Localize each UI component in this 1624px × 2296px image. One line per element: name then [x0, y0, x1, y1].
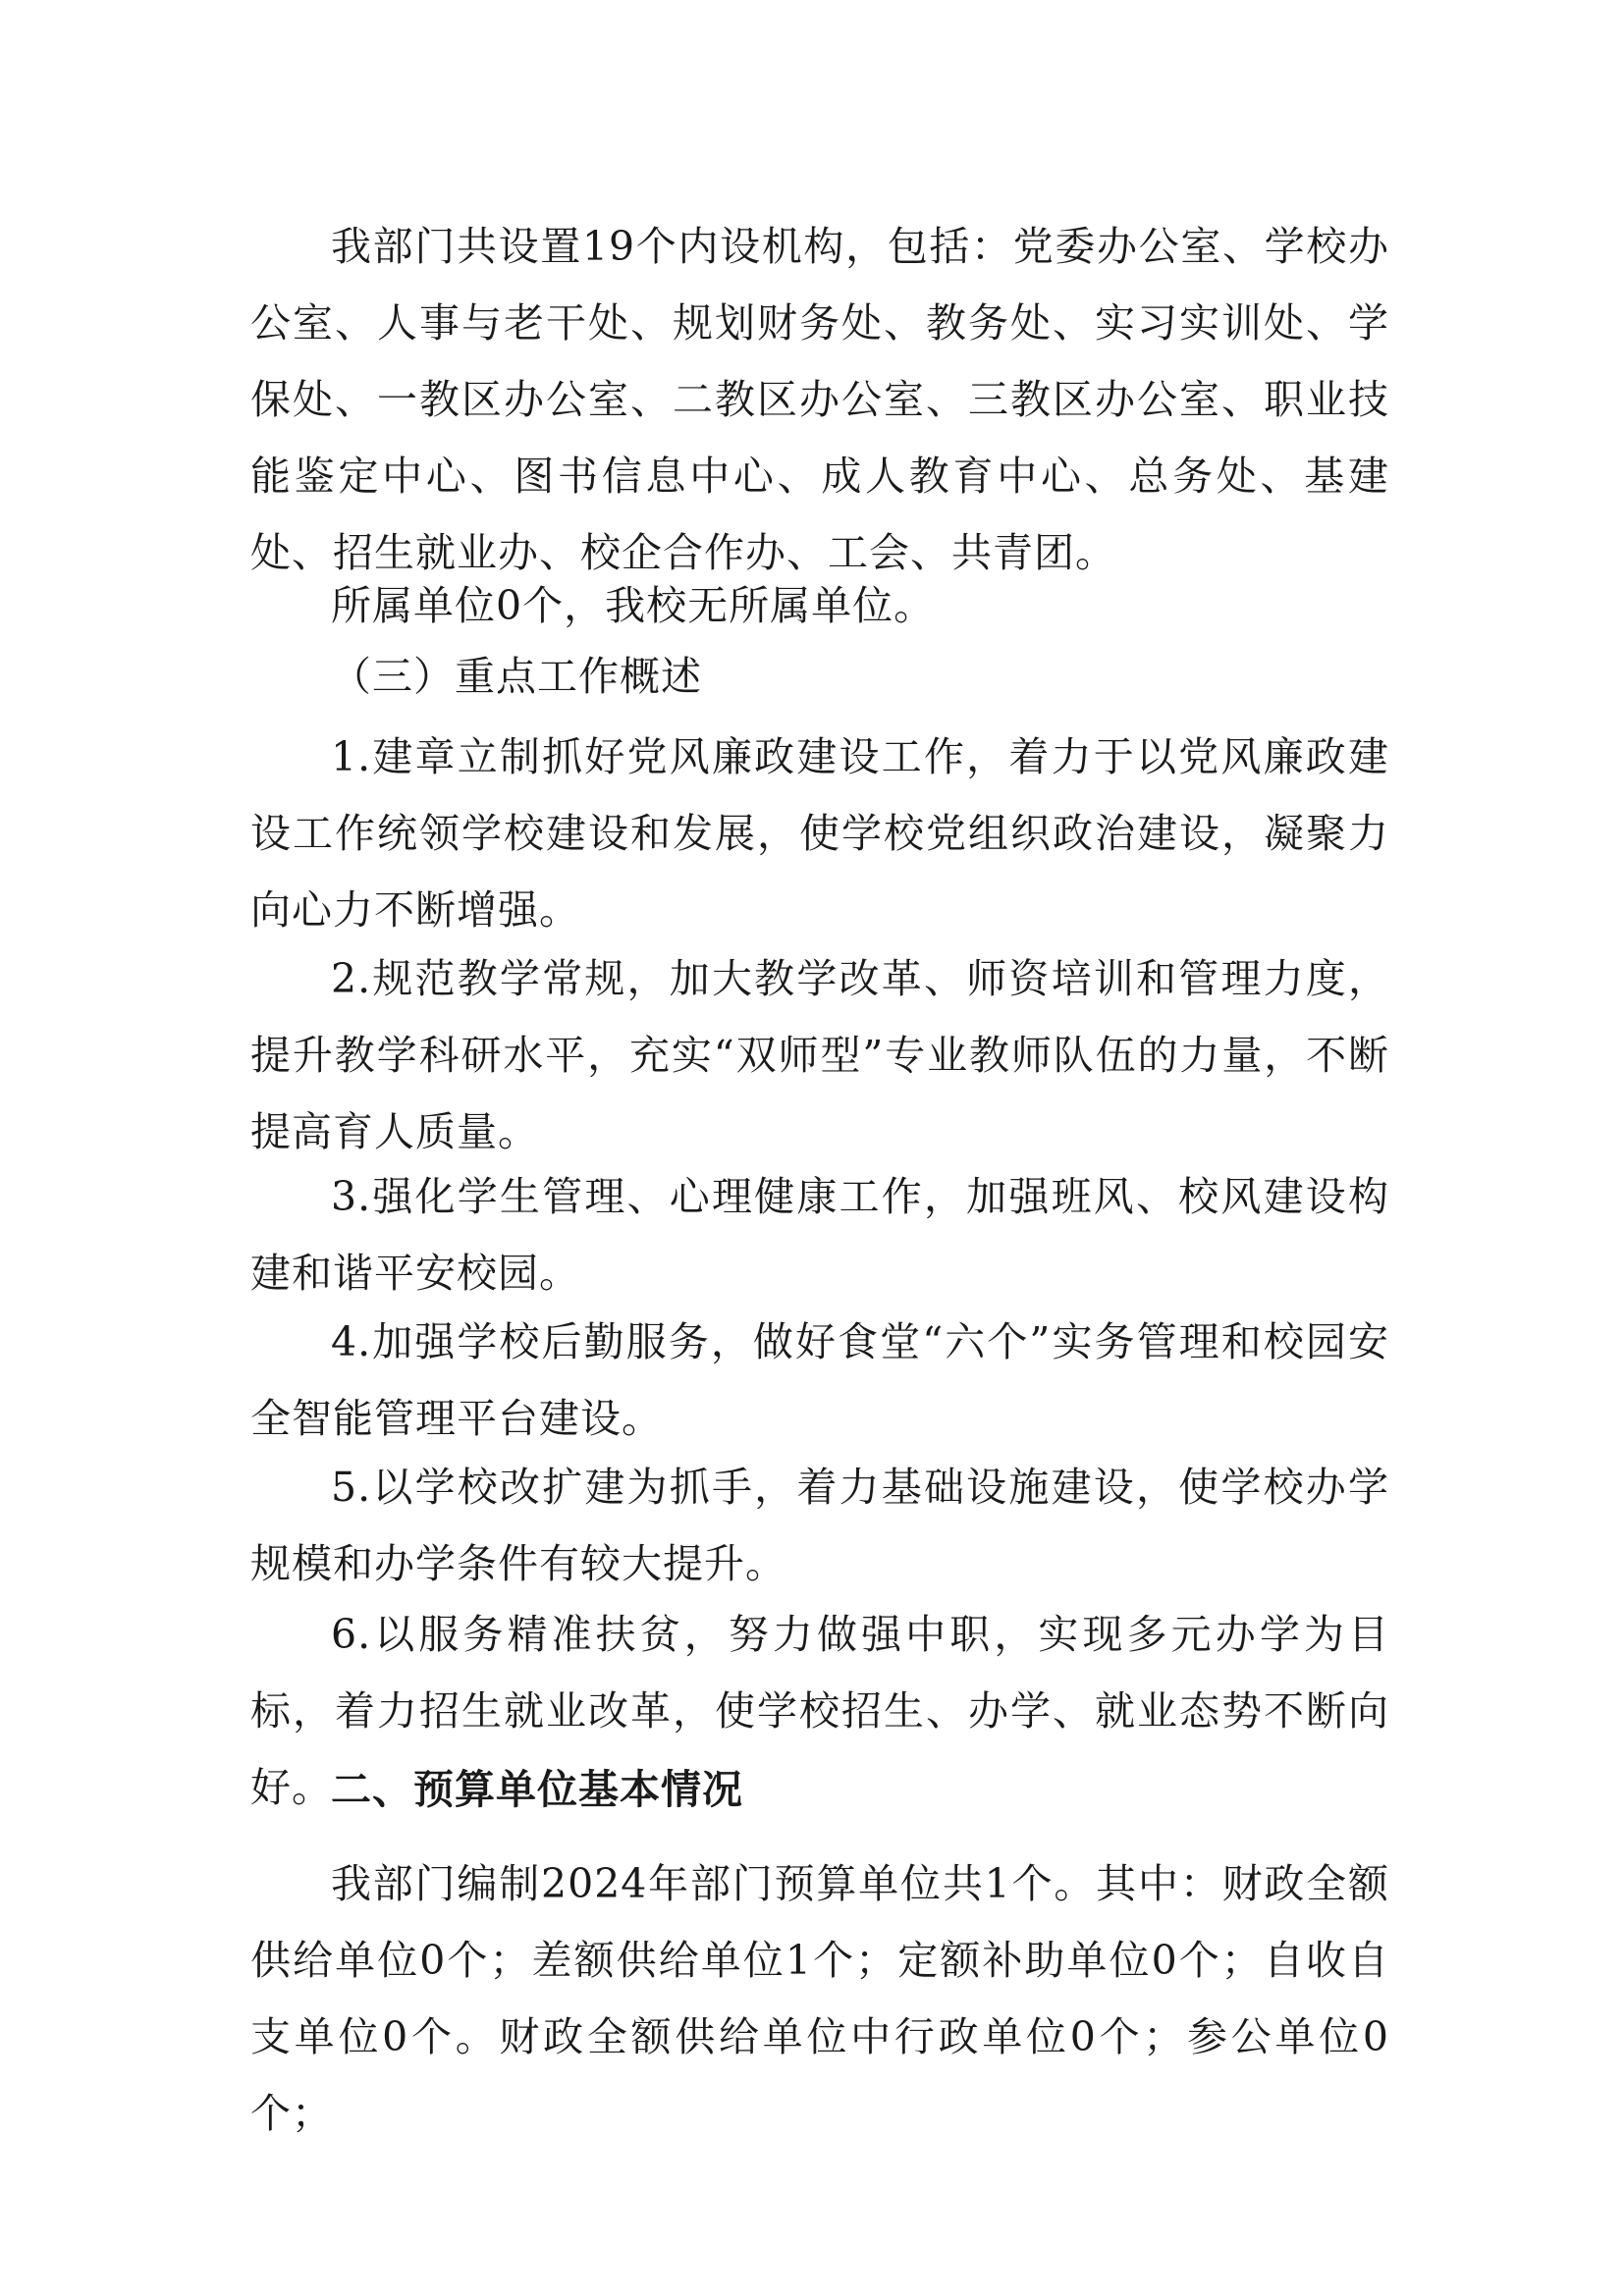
list-item-key-work-4: 4.加强学校后勤服务，做好食堂“六个”实务管理和校园安全智能管理平台建设。 [250, 1318, 1389, 1442]
paragraph-budget-units: 我部门编制2024年部门预算单位共1个。其中：财政全额供给单位0个；差额供给单位1个；定额补助单位0个；自收自支单位0个。财政全额供给单位中行政单位0个；参公单位0个； [250, 1860, 1389, 2137]
list-item-key-work-3: 3.强化学生管理、心理健康工作，加强班风、校风建设构建和谐平安校园。 [250, 1173, 1389, 1297]
paragraph-institutions: 我部门共设置19个内设机构，包括：党委办公室、学校办公室、人事与老干处、规划财务处、教务处、实习实训处、学保处、一教区办公室、二教区办公室、三教区办公室、职业技能鉴定中心、图书信息中心、成人教育中心、总务处、基建处、招生就业办、校企合作办、工会、共青团。 [250, 223, 1389, 576]
list-item-key-work-1: 1.建章立制抓好党风廉政建设工作，着力于以党风廉政建设工作统领学校建设和发展，使学校党组织政治建设，凝聚力向心力不断增强。 [250, 733, 1389, 934]
list-item-key-work-6: 6.以服务精准扶贫，努力做强中职，实现多元办学为目标，着力招生就业改革，使学校招生、办学、就业态势不断向好。 [250, 1611, 1389, 1811]
section-heading-key-work: （三）重点工作概述 [331, 653, 702, 700]
paragraph-affiliated-units: 所属单位0个，我校无所属单位。 [331, 582, 936, 629]
list-item-key-work-2: 2.规范教学常规，加大教学改革、师资培训和管理力度，提升教学科研水平，充实“双师型”专业教师队伍的力量，不断提高育人质量。 [250, 955, 1389, 1155]
list-item-key-work-5: 5.以学校改扩建为抓手，着力基础设施建设，使学校办学规模和办学条件有较大提升。 [250, 1464, 1389, 1587]
section-heading-budget-units: 二、预算单位基本情况 [331, 1766, 743, 1813]
